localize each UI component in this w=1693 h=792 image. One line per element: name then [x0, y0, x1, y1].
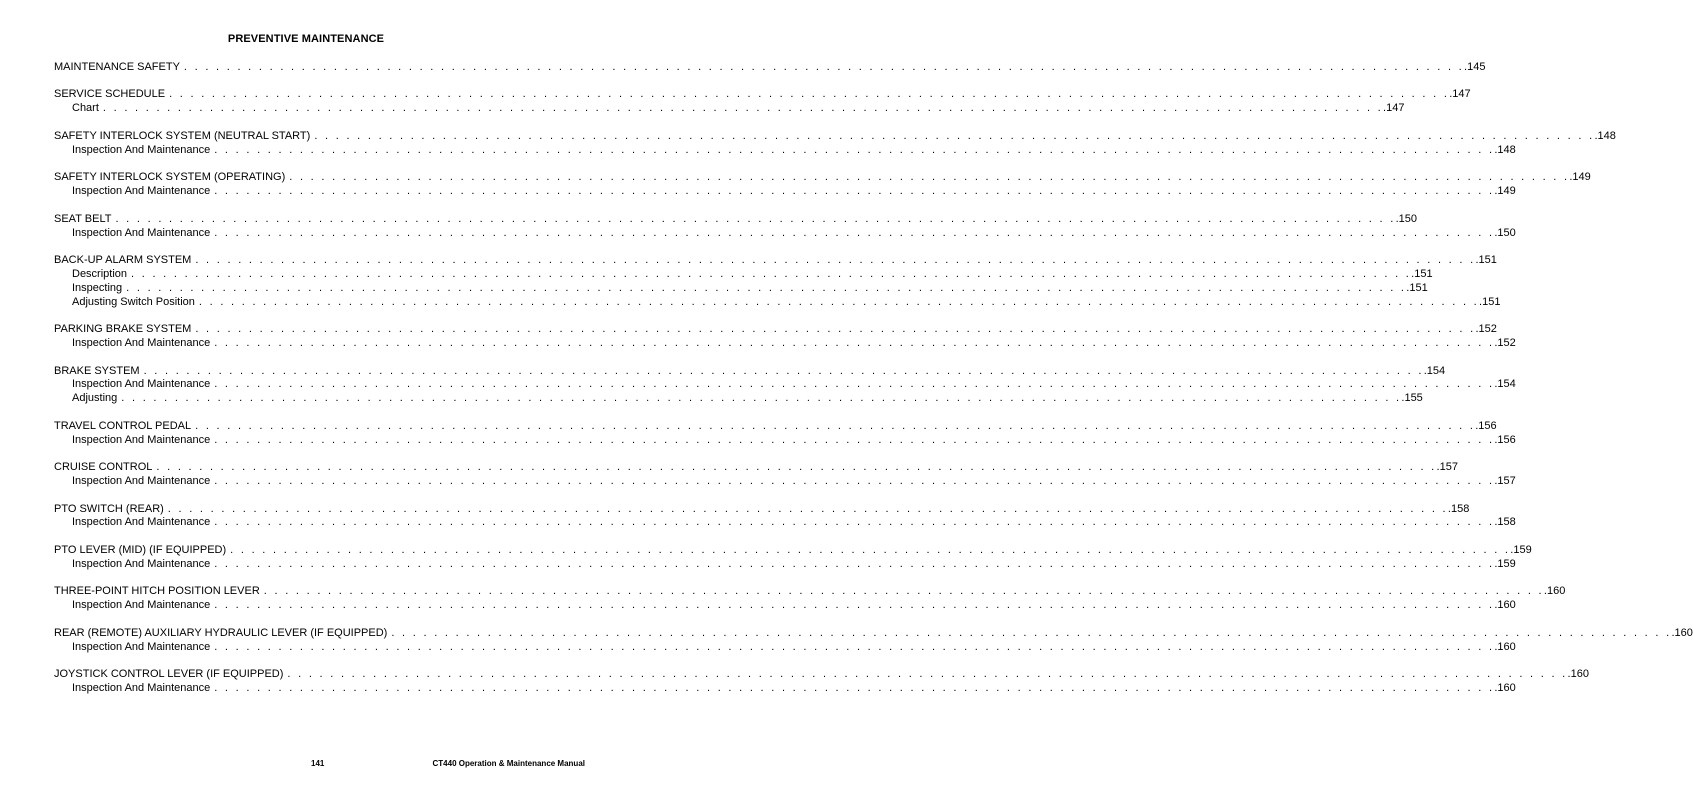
- toc-subentry-page: .160: [1494, 681, 1516, 694]
- toc-subentry-label: Inspection And Maintenance: [72, 378, 211, 391]
- toc-entry-label: THREE-POINT HITCH POSITION LEVER: [54, 585, 260, 598]
- dot-leader: . . . . . . . . . . . . . . . . . . . . . . . . . . . . . . . . . . . . . . . . . . . . . . . . . . . . . . . . . . . . . . . . . . . . . . . . . . . . . . . . . . . . . . . . . . . . . . . . . . . . . . . . . . . . . . . . . . . . . . . .: [214, 557, 1495, 570]
- toc-subentry-label: Inspection And Maintenance: [72, 681, 211, 694]
- toc-subentry: [54, 640, 1516, 655]
- toc-subentry-label: Inspection And Maintenance: [72, 599, 211, 612]
- toc-subentry-page: .155: [1401, 392, 1423, 405]
- toc-entry-page: .150: [1395, 212, 1418, 225]
- toc-section: [54, 668, 1589, 696]
- toc-subentry-label: Inspection And Maintenance: [72, 143, 211, 156]
- toc-section: [54, 212, 1516, 241]
- toc-section: [54, 253, 1501, 310]
- toc-entry-label: PTO LEVER (MID) (IF EQUIPPED): [54, 543, 227, 556]
- dot-leader: . . . . . . . . . . . . . . . . . . . . . . . . . . . . . . . . . . . . . . . . . . . . . . . . . . . . . . . . . . . . . . . . . . . . . . . . . . . . . . . . . . . . . . . . . . . . . . . . . . . . . . . . . . . . . . . . . . . . . . . .: [115, 212, 1396, 225]
- dot-leader: . . . . . . . . . . . . . . . . . . . . . . . . . . . . . . . . . . . . . . . . . . . . . . . . . . . . . . . . . . . . . . . . . . . . . . . . . . . . . . . . . . . . . . . . . . . . . . . . . . . . . . . . . . . . . . . . . . . . . . . .: [214, 681, 1495, 694]
- toc-section: [54, 502, 1516, 531]
- dot-leader: . . . . . . . . . . . . . . . . . . . . . . . . . . . . . . . . . . . . . . . . . . . . . . . . . . . . . . . . . . . . . . . . . . . . . . . . . . . . . . . . . . . . . . . . . . . . . . . . . . . . . . . . . . . . . . . . . . . . . . . .: [263, 585, 1544, 598]
- toc-entry: [54, 364, 1446, 379]
- toc-entry: [54, 253, 1497, 268]
- toc-section: [54, 61, 1486, 75]
- toc-subentry: [54, 226, 1516, 241]
- toc-subentry-label: Inspection And Maintenance: [72, 475, 211, 488]
- toc-subentry: [54, 281, 1428, 296]
- toc-subentry-label: Inspection And Maintenance: [72, 516, 211, 529]
- toc-subentry-page: .160: [1494, 640, 1516, 653]
- toc-subentry-label: Inspecting: [72, 281, 123, 294]
- table-of-contents: [54, 61, 1693, 709]
- dot-leader: . . . . . . . . . . . . . . . . . . . . . . . . . . . . . . . . . . . . . . . . . . . . . . . . . . . . . . . . . . . . . . . . . . . . . . . . . . . . . . . . . . . . . . . . . . . . . . . . . . . . . . . . . . . . . . . . . . . . . . . .: [195, 323, 1476, 336]
- toc-entry: [54, 212, 1418, 227]
- toc-subentry-label: Inspection And Maintenance: [72, 337, 211, 350]
- toc-entry-page: .158: [1447, 502, 1470, 515]
- dot-leader: . . . . . . . . . . . . . . . . . . . . . . . . . . . . . . . . . . . . . . . . . . . . . . . . . . . . . . . . . . . . . . . . . . . . . . . . . . . . . . . . . . . . . . . . . . . . . . . . . . . . . . . . . . . . . . . . . . . . . . . .: [169, 88, 1450, 101]
- footer-manual-title: CT440 Operation & Maintenance Manual: [432, 759, 585, 768]
- toc-subentry-page: .150: [1494, 226, 1516, 239]
- toc-subentry-label: Inspection And Maintenance: [72, 226, 211, 239]
- toc-entry: [54, 171, 1591, 185]
- dot-leader: . . . . . . . . . . . . . . . . . . . . . . . . . . . . . . . . . . . . . . . . . . . . . . . . . . . . . . . . . . . . . . . . . . . . . . . . . . . . . . . . . . . . . . . . . . . . . . . . . . . . . . . . . . . . . . . . . . . . . . . .: [214, 433, 1495, 446]
- dot-leader: . . . . . . . . . . . . . . . . . . . . . . . . . . . . . . . . . . . . . . . . . . . . . . . . . . . . . . . . . . . . . . . . . . . . . . . . . . . . . . . . . . . . . . . . . . . . . . . . . . . . . . . . . . . . . . . . . . . . . . . .: [214, 337, 1495, 350]
- toc-entry-page: .160: [1567, 668, 1589, 681]
- toc-entry-page: .152: [1475, 323, 1497, 336]
- toc-section: [54, 461, 1516, 489]
- toc-subentry-label: Inspection And Maintenance: [72, 433, 211, 446]
- toc-entry-label: SERVICE SCHEDULE: [54, 88, 166, 101]
- toc-subentry-label: Chart: [72, 102, 99, 115]
- dot-leader: . . . . . . . . . . . . . . . . . . . . . . . . . . . . . . . . . . . . . . . . . . . . . . . . . . . . . . . . . . . . . . . . . . . . . . . . . . . . . . . . . . . . . . . . . . . . . . . . . . . . . . . . . . . . . . . . . . . . . . . .: [198, 295, 1480, 308]
- toc-entry-page: .159: [1510, 543, 1532, 556]
- toc-subentry-page: .156: [1494, 433, 1516, 446]
- toc-subentry-page: .151: [1411, 267, 1433, 280]
- dot-leader: . . . . . . . . . . . . . . . . . . . . . . . . . . . . . . . . . . . . . . . . . . . . . . . . . . . . . . . . . . . . . . . . . . . . . . . . . . . . . . . . . . . . . . . . . . . . . . . . . . . . . . . . . . . . . . . . . . . . . . . .: [214, 185, 1495, 198]
- toc-subentry-page: .157: [1494, 475, 1516, 488]
- dot-leader: . . . . . . . . . . . . . . . . . . . . . . . . . . . . . . . . . . . . . . . . . . . . . . . . . . . . . . . . . . . . . . . . . . . . . . . . . . . . . . . . . . . . . . . . . . . . . . . . . . . . . . . . . . . . . . . . . . . . . . . .: [314, 129, 1595, 142]
- toc-entry-page: .160: [1671, 626, 1693, 639]
- dot-leader: . . . . . . . . . . . . . . . . . . . . . . . . . . . . . . . . . . . . . . . . . . . . . . . . . . . . . . . . . . . . . . . . . . . . . . . . . . . . . . . . . . . . . . . . . . . . . . . . . . . . . . . . . . . . . . . . . . . . . . . .: [214, 226, 1495, 239]
- toc-subentry-label: Inspection And Maintenance: [72, 185, 211, 198]
- dot-leader: . . . . . . . . . . . . . . . . . . . . . . . . . . . . . . . . . . . . . . . . . . . . . . . . . . . . . . . . . . . . . . . . . . . . . . . . . . . . . . . . . . . . . . . . . . . . . . . . . . . . . . . . . . . . . . . . . . . . . . . .: [214, 516, 1495, 529]
- page-footer: [0, 759, 612, 773]
- toc-section: [54, 585, 1566, 613]
- dot-leader: . . . . . . . . . . . . . . . . . . . . . . . . . . . . . . . . . . . . . . . . . . . . . . . . . . . . . . . . . . . . . . . . . . . . . . . . . . . . . . . . . . . . . . . . . . . . . . . . . . . . . . . . . . . . . . . . . . . . . . . .: [287, 668, 1568, 681]
- toc-subentry: [54, 557, 1516, 572]
- toc-entry-page: .149: [1569, 171, 1591, 184]
- toc-entry-page: .147: [1449, 88, 1471, 101]
- toc-entry-label: TRAVEL CONTROL PEDAL: [54, 419, 192, 432]
- toc-subentry-page: .152: [1494, 337, 1516, 350]
- toc-entry-page: .151: [1475, 253, 1497, 266]
- toc-section: [54, 626, 1693, 655]
- footer-page-number: 141: [311, 759, 325, 768]
- dot-leader: . . . . . . . . . . . . . . . . . . . . . . . . . . . . . . . . . . . . . . . . . . . . . . . . . . . . . . . . . . . . . . . . . . . . . . . . . . . . . . . . . . . . . . . . . . . . . . . . . . . . . . . . . . . . . . . . . . . . . . . .: [156, 461, 1437, 474]
- toc-subentry: [54, 295, 1501, 310]
- toc-entry: [54, 461, 1458, 475]
- toc-entry-label: BACK-UP ALARM SYSTEM: [54, 253, 192, 266]
- dot-leader: . . . . . . . . . . . . . . . . . . . . . . . . . . . . . . . . . . . . . . . . . . . . . . . . . . . . . . . . . . . . . . . . . . . . . . . . . . . . . . . . . . . . . . . . . . . . . . . . . . . . . . . . . . . . . . . . . . . . . . . .: [214, 475, 1495, 488]
- toc-subentry: [54, 475, 1516, 489]
- toc-entry-label: MAINTENANCE SAFETY: [54, 61, 180, 73]
- toc-subentry-page: .149: [1494, 185, 1516, 198]
- toc-entry: [54, 129, 1616, 144]
- toc-section: [54, 419, 1516, 448]
- toc-subentry: [54, 143, 1516, 158]
- toc-subentry-page: .160: [1494, 599, 1516, 612]
- toc-subentry-label: Adjusting Switch Position: [72, 295, 195, 308]
- dot-leader: . . . . . . . . . . . . . . . . . . . . . . . . . . . . . . . . . . . . . . . . . . . . . . . . . . . . . . . . . . . . . . . . . . . . . . . . . . . . . . . . . . . . . . . . . . . . . . . . . . . . . . . . . . . . . . . . . . . . . . . .: [214, 378, 1495, 391]
- dot-leader: . . . . . . . . . . . . . . . . . . . . . . . . . . . . . . . . . . . . . . . . . . . . . . . . . . . . . . . . . . . . . . . . . . . . . . . . . . . . . . . . . . . . . . . . . . . . . . . . . . . . . . . . . . . . . . . . . . . . . . . .: [131, 267, 1412, 280]
- dot-leader: . . . . . . . . . . . . . . . . . . . . . . . . . . . . . . . . . . . . . . . . . . . . . . . . . . . . . . . . . . . . . . . . . . . . . . . . . . . . . . . . . . . . . . . . . . . . . . . . . . . . . . . . . . . . . . . . . . . . . . . .: [195, 253, 1476, 266]
- toc-entry-page: .160: [1543, 585, 1566, 598]
- toc-entry-label: SAFETY INTERLOCK SYSTEM (NEUTRAL START): [54, 129, 311, 142]
- toc-subentry-page: .151: [1479, 295, 1501, 308]
- toc-section: [54, 323, 1516, 351]
- toc-entry-page: .154: [1423, 364, 1446, 377]
- toc-entry-label: SEAT BELT: [54, 212, 112, 225]
- dot-leader: . . . . . . . . . . . . . . . . . . . . . . . . . . . . . . . . . . . . . . . . . . . . . . . . . . . . . . . . . . . . . . . . . . . . . . . . . . . . . . . . . . . . . . . . . . . . . . . . . . . . . . . . . . . . . . . . . . . . . . . .: [195, 419, 1476, 432]
- toc-section: [54, 171, 1591, 199]
- dot-leader: . . . . . . . . . . . . . . . . . . . . . . . . . . . . . . . . . . . . . . . . . . . . . . . . . . . . . . . . . . . . . . . . . . . . . . . . . . . . . . . . . . . . . . . . . . . . . . . . . . . . . . . . . . . . . . . . . . . . . . . .: [102, 102, 1384, 115]
- toc-subentry: [54, 433, 1516, 448]
- toc-subentry: [54, 516, 1516, 530]
- dot-leader: . . . . . . . . . . . . . . . . . . . . . . . . . . . . . . . . . . . . . . . . . . . . . . . . . . . . . . . . . . . . . . . . . . . . . . . . . . . . . . . . . . . . . . . . . . . . . . . . . . . . . . . . . . . . . . . . . . . . . . . .: [391, 626, 1672, 639]
- toc-subentry: [54, 378, 1516, 392]
- toc-entry: [54, 323, 1497, 337]
- toc-entry: [54, 61, 1486, 75]
- toc-entry-label: PTO SWITCH (REAR): [54, 502, 164, 515]
- toc-subentry-label: Inspection And Maintenance: [72, 640, 211, 653]
- dot-leader: . . . . . . . . . . . . . . . . . . . . . . . . . . . . . . . . . . . . . . . . . . . . . . . . . . . . . . . . . . . . . . . . . . . . . . . . . . . . . . . . . . . . . . . . . . . . . . . . . . . . . . . . . . . . . . . . . . . . . . . .: [230, 543, 1511, 556]
- toc-section: [54, 364, 1516, 407]
- dot-leader: . . . . . . . . . . . . . . . . . . . . . . . . . . . . . . . . . . . . . . . . . . . . . . . . . . . . . . . . . . . . . . . . . . . . . . . . . . . . . . . . . . . . . . . . . . . . . . . . . . . . . . . . . . . . . . . . . . . . . . . .: [126, 281, 1407, 294]
- toc-entry: [54, 88, 1471, 102]
- toc-entry-label: SAFETY INTERLOCK SYSTEM (OPERATING): [54, 171, 286, 184]
- toc-subentry-label: Inspection And Maintenance: [72, 557, 211, 570]
- toc-subentry-page: .158: [1494, 516, 1516, 529]
- toc-subentry-page: .159: [1494, 557, 1516, 570]
- toc-entry: [54, 419, 1497, 434]
- toc-subentry: [54, 185, 1516, 199]
- dot-leader: . . . . . . . . . . . . . . . . . . . . . . . . . . . . . . . . . . . . . . . . . . . . . . . . . . . . . . . . . . . . . . . . . . . . . . . . . . . . . . . . . . . . . . . . . . . . . . . . . . . . . . . . . . . . . . . . . . . . . . . .: [289, 171, 1570, 184]
- toc-entry: [54, 543, 1532, 558]
- toc-entry-label: JOYSTICK CONTROL LEVER (IF EQUIPPED): [54, 668, 284, 681]
- toc-entry-label: PARKING BRAKE SYSTEM: [54, 323, 192, 336]
- page-title: PREVENTIVE MAINTENANCE: [227, 33, 385, 45]
- toc-entry: [54, 668, 1589, 682]
- toc-subentry: [54, 102, 1405, 116]
- toc-subentry: [54, 267, 1433, 282]
- toc-section: [54, 88, 1471, 116]
- toc-subentry-label: Description: [72, 267, 128, 280]
- dot-leader: . . . . . . . . . . . . . . . . . . . . . . . . . . . . . . . . . . . . . . . . . . . . . . . . . . . . . . . . . . . . . . . . . . . . . . . . . . . . . . . . . . . . . . . . . . . . . . . . . . . . . . . . . . . . . . . . . . . . . . . .: [214, 599, 1495, 612]
- toc-entry-page: .157: [1436, 461, 1458, 474]
- toc-entry-page: .145: [1464, 61, 1486, 73]
- dot-leader: . . . . . . . . . . . . . . . . . . . . . . . . . . . . . . . . . . . . . . . . . . . . . . . . . . . . . . . . . . . . . . . . . . . . . . . . . . . . . . . . . . . . . . . . . . . . . . . . . . . . . . . . . . . . . . . . . . . . . . . .: [214, 143, 1495, 156]
- toc-entry-page: .148: [1594, 129, 1616, 142]
- dot-leader: . . . . . . . . . . . . . . . . . . . . . . . . . . . . . . . . . . . . . . . . . . . . . . . . . . . . . . . . . . . . . . . . . . . . . . . . . . . . . . . . . . . . . . . . . . . . . . . . . . . . . . . . . . . . . . . . . . . . . . . .: [143, 364, 1424, 377]
- toc-subentry-page: .148: [1494, 143, 1516, 156]
- dot-leader: . . . . . . . . . . . . . . . . . . . . . . . . . . . . . . . . . . . . . . . . . . . . . . . . . . . . . . . . . . . . . . . . . . . . . . . . . . . . . . . . . . . . . . . . . . . . . . . . . . . . . . . . . . . . . . . . . . . . . . . .: [121, 392, 1402, 405]
- toc-entry-page: .156: [1475, 419, 1497, 432]
- dot-leader: . . . . . . . . . . . . . . . . . . . . . . . . . . . . . . . . . . . . . . . . . . . . . . . . . . . . . . . . . . . . . . . . . . . . . . . . . . . . . . . . . . . . . . . . . . . . . . . . . . . . . . . . . . . . . . . . . . . . . . . .: [183, 61, 1465, 73]
- toc-entry-label: CRUISE CONTROL: [54, 461, 153, 474]
- dot-leader: . . . . . . . . . . . . . . . . . . . . . . . . . . . . . . . . . . . . . . . . . . . . . . . . . . . . . . . . . . . . . . . . . . . . . . . . . . . . . . . . . . . . . . . . . . . . . . . . . . . . . . . . . . . . . . . . . . . . . . . .: [167, 502, 1448, 515]
- toc-entry: [54, 502, 1470, 517]
- toc-subentry-label: Adjusting: [72, 392, 118, 405]
- toc-subentry: [54, 599, 1516, 613]
- toc-subentry: [54, 681, 1516, 696]
- toc-subentry: [54, 337, 1516, 351]
- toc-entry-label: BRAKE SYSTEM: [54, 364, 140, 377]
- toc-subentry-page: .147: [1383, 102, 1405, 115]
- toc-section: [54, 129, 1616, 158]
- dot-leader: . . . . . . . . . . . . . . . . . . . . . . . . . . . . . . . . . . . . . . . . . . . . . . . . . . . . . . . . . . . . . . . . . . . . . . . . . . . . . . . . . . . . . . . . . . . . . . . . . . . . . . . . . . . . . . . . . . . . . . . .: [214, 640, 1495, 653]
- toc-subentry: [54, 392, 1423, 406]
- toc-entry: [54, 626, 1693, 641]
- toc-section: [54, 543, 1532, 572]
- toc-entry: [54, 585, 1566, 599]
- toc-entry-label: REAR (REMOTE) AUXILIARY HYDRAULIC LEVER (IF EQUIPPED): [54, 626, 388, 639]
- toc-subentry-page: .151: [1406, 281, 1428, 294]
- toc-subentry-page: .154: [1494, 378, 1516, 391]
